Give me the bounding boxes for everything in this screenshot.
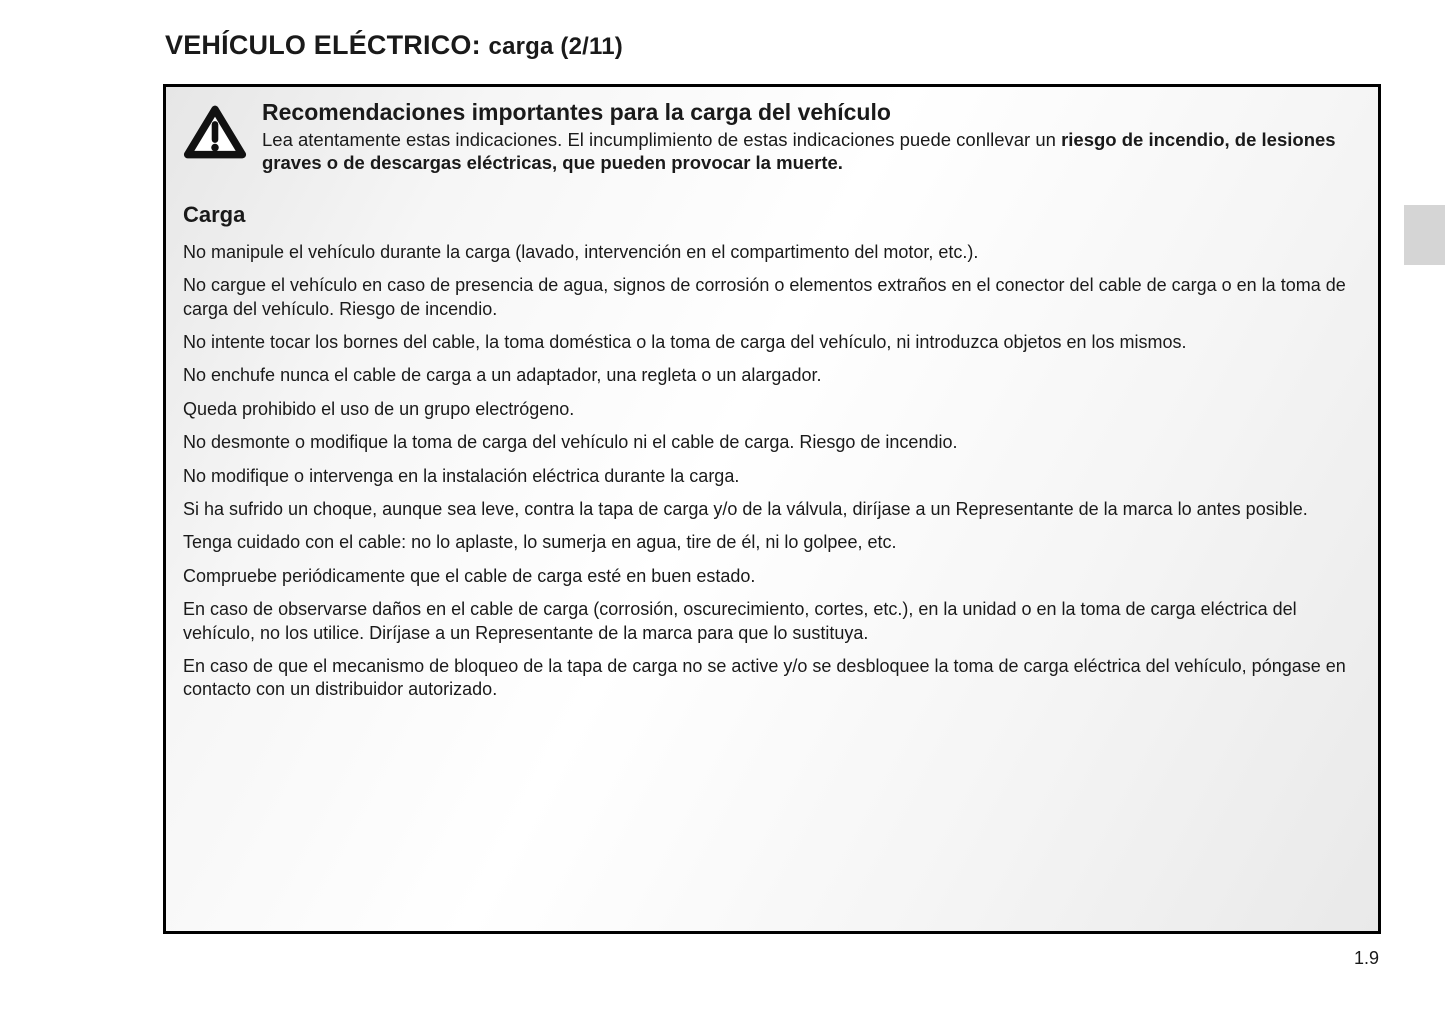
paragraph: No desmonte o modifique la toma de carga del vehículo ni el cable de carga. Riesgo de incendio. [183, 432, 958, 453]
warning-body-regular: Lea atentamente estas indicaciones. El incumplimiento de estas indicaciones puede conllevar un [262, 129, 1056, 150]
warning-body [262, 129, 1361, 175]
paragraph-list [183, 241, 1361, 702]
paragraph: En caso de observarse daños en el cable de carga (corrosión, oscurecimiento, cortes, etc.), en la unidad o en la toma de carga eléctrica del vehículo, no los utilice. Diríjase a un Representante de la marca para que lo sustituya. [183, 599, 1297, 643]
chapter-side-tab [1404, 205, 1445, 265]
warning-header [183, 99, 1361, 175]
paragraph: No enchufe nunca el cable de carga a un adaptador, una regleta o un alargador. [183, 365, 822, 386]
section-heading: Carga [183, 201, 246, 227]
paragraph: No modifique o intervenga en la instalación eléctrica durante la carga. [183, 465, 740, 486]
warning-body-bold: riesgo de incendio, de lesiones graves o de descargas eléctricas, que pueden provocar la muerte. [262, 129, 1336, 173]
page-title-main: VEHÍCULO ELÉCTRICO: [165, 30, 481, 60]
paragraph: En caso de que el mecanismo de bloqueo de la tapa de carga no se active y/o se desbloquee la toma de carga eléctrica del vehículo, póngase en contacto con un distribuidor autorizado. [183, 655, 1346, 700]
paragraph: No intente tocar los bornes del cable, la toma doméstica o la toma de carga del vehículo, ni introduzca objetos en los mismos. [183, 332, 1187, 353]
warning-triangle-icon [183, 103, 247, 161]
paragraph: Tenga cuidado con el cable: no lo aplaste, lo sumerja en agua, tire de él, ni lo golpee, etc. [183, 532, 897, 553]
paragraph: No manipule el vehículo durante la carga (lavado, intervención en el compartimento del motor, etc.). [183, 241, 979, 262]
warning-text-wrap [262, 99, 1361, 175]
paragraph: Queda prohibido el uso de un grupo electrógeno. [183, 398, 575, 419]
content-box [163, 84, 1381, 934]
page-number: 1.9 [1353, 948, 1379, 968]
paragraph: Si ha sufrido un choque, aunque sea leve, contra la tapa de carga y/o de la válvula, diríjase a un Representante de la marca lo antes posible. [183, 499, 1308, 519]
warning-title: Recomendaciones importantes para la carga del vehículo [262, 99, 891, 125]
page-title [165, 30, 623, 61]
paragraph: Compruebe periódicamente que el cable de carga esté en buen estado. [183, 565, 756, 586]
paragraph: No cargue el vehículo en caso de presencia de agua, signos de corrosión o elementos extraños en el conector del cable de carga o en la toma de carga del vehículo. Riesgo de incendio. [183, 275, 1346, 319]
page-title-sub: carga (2/11) [488, 33, 623, 60]
